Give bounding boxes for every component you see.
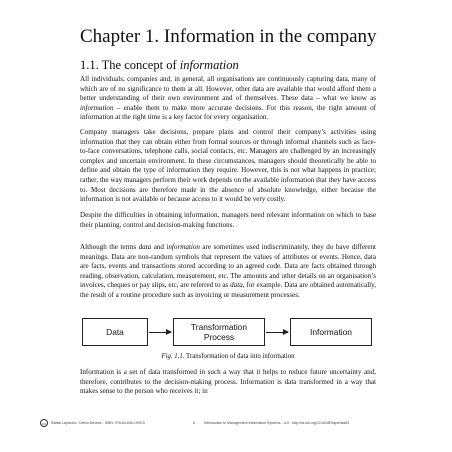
section-title xyxy=(80,58,410,73)
paragraph-4 xyxy=(80,243,376,301)
paragraph-4-term-information: information xyxy=(166,243,200,251)
paragraph-3: Despite the difficulties in obtaining information, managers need relevant information on which to base their planning, control and decision-making functions. xyxy=(80,211,376,229)
footer-page-number: 8 xyxy=(193,421,195,425)
paragraph-1 xyxy=(80,75,376,123)
paragraph-4-text-and: and xyxy=(151,243,167,251)
footer-book-title: Introduction to Management Information Systems - UJI - http://dx.doi.org/10.6035/Sapientia63 xyxy=(204,421,350,425)
diagram-box-information-label: Information xyxy=(310,327,352,337)
transformation-diagram xyxy=(82,318,372,348)
paragraph-5: Information is a set of data transformed in such a way that it helps to reduce future uncertainty and, therefore, contributes to the decision-making process. Information is data transformed in a way that makes sense to the person who receives it; in xyxy=(80,368,376,396)
paragraph-2: Company managers take decisions, prepare plans and control their company’s activities using information that they can obtain either from formal sources or through informal channels such as face-to-face conversations, telephone calls, social contacts, etc. Managers are challenged by an increasingly complex and uncertain environment. In these circumstances, managers should theoretically be able to define and obtain the type of information they require. However, this is not what happens in practice; rather, the way managers perform their work depends on the available information that they have access to. Most decisions are therefore made in the absence of absolute knowledge, either because the information is not available or because access to it would be very costly. xyxy=(80,128,376,204)
paragraph-4-text-b: are sometimes used indiscriminately, they do have different meanings. Data are non-random symbols that represent the values of attributes or events. Hence, data are facts, events and transactions stored according to an agreed code. Data are facts obtained through reading, observation, calculation, measurement, etc. The amounts and other details on an organisation’s invoices, cheques or pay slips, etc, are referred to as xyxy=(80,243,377,290)
paragraph-1-text-b: – enable them to make more accurate decisions. For this reason, the right amount of information at the right time is a key factor for every organisation. xyxy=(80,103,376,122)
diagram-box-information xyxy=(290,318,372,346)
diagram-box-process-line-1: Transformation xyxy=(190,322,247,332)
paragraph-4-text-c: , for example. Data are obtained automatically, the result of a routine procedure such as invoicing or measurement processes. xyxy=(80,281,377,299)
paragraph-4-text-a: Although the terms xyxy=(80,243,139,251)
figure-caption-label: Fig. 1.1. xyxy=(161,353,185,360)
paragraph-1-text-a: All individuals, companies and, in general, all organisations are continuously capturing data, many of which are of no significance to them at all. However, other data are available that would afford them a better understanding of their own environment and of themselves. These data – what we know as xyxy=(80,75,376,103)
diagram-box-process xyxy=(173,318,265,346)
diagram-box-data xyxy=(82,318,148,346)
page-footer xyxy=(40,419,420,429)
figure-caption-text: Transformation of data into information xyxy=(184,353,295,360)
diagram-arrow-1 xyxy=(149,332,171,333)
diagram-box-process-line-2: Process xyxy=(203,332,235,342)
section-title-prefix: 1.1. The concept of xyxy=(80,58,180,72)
diagram-arrow-2 xyxy=(266,332,288,333)
section-title-term: information xyxy=(179,58,239,72)
footer-authors: Rafael Lapiedra / Carlos Devece - ISBN: 978-84-695-1939-5 xyxy=(51,421,145,425)
diagram-box-data-label: Data xyxy=(106,327,124,337)
paragraph-1-term: information xyxy=(80,103,114,112)
diagram-box-process-label xyxy=(191,322,247,342)
paragraph-4-term-data: data xyxy=(138,243,152,251)
publisher-logo-icon: OC xyxy=(40,419,48,427)
chapter-title: Chapter 1. Information in the company xyxy=(80,26,377,47)
paragraph-4-term-data-2: data xyxy=(230,281,243,290)
figure-caption xyxy=(80,352,376,361)
